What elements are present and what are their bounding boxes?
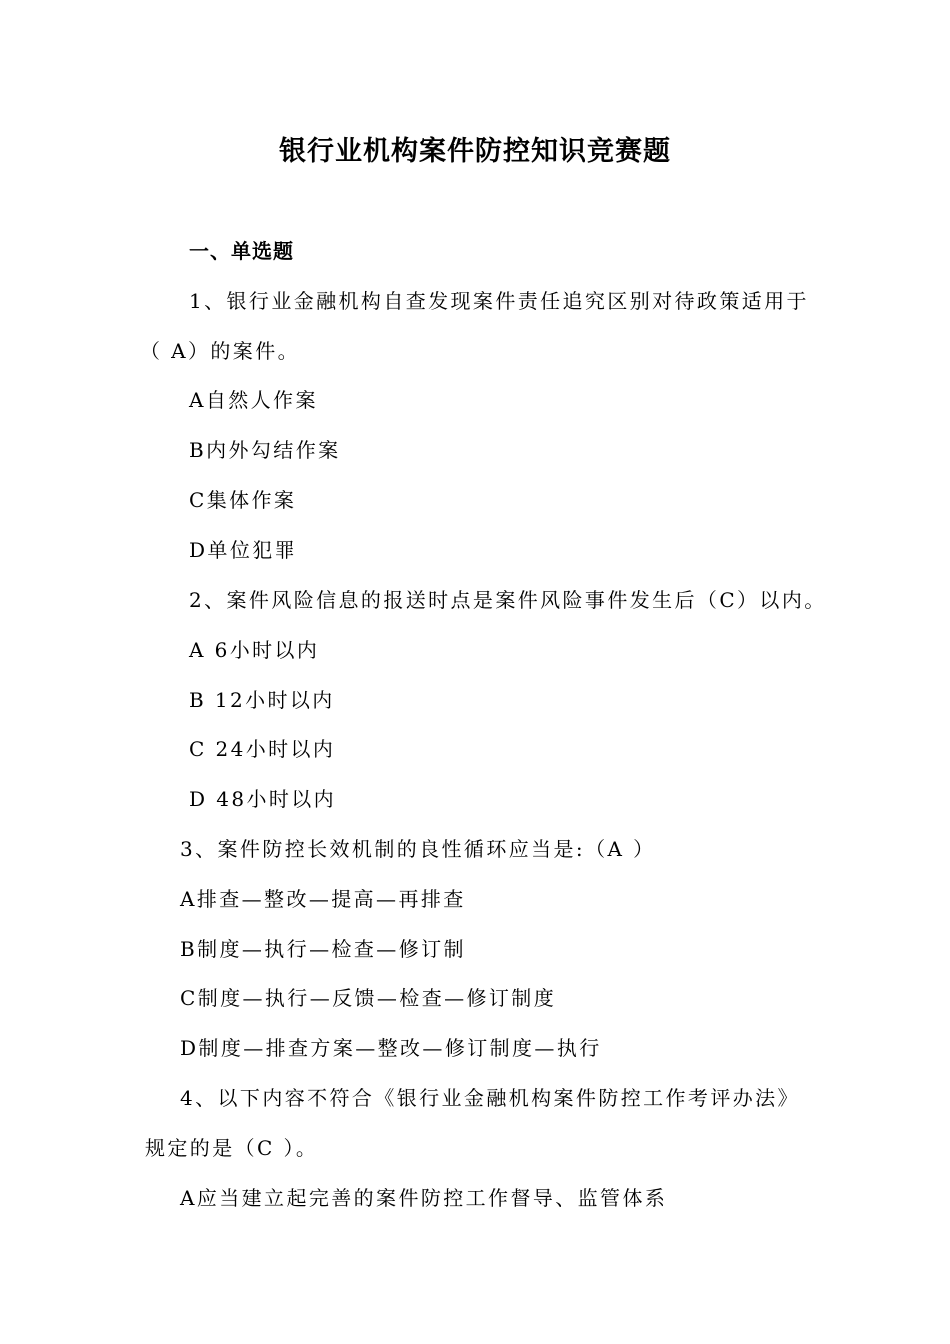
question-2-text: 2、案件风险信息的报送时点是案件风险事件发生后（C）以内。 bbox=[189, 588, 827, 612]
question-3-option-d: D制度—排查方案—整改—修订制度—执行 bbox=[180, 1036, 602, 1060]
question-1-option-d: D单位犯罪 bbox=[189, 538, 298, 562]
question-1-option-c: C集体作案 bbox=[189, 488, 297, 512]
question-2-option-c: C 24小时以内 bbox=[189, 737, 336, 761]
question-3-option-a: A排查—整改—提高—再排查 bbox=[180, 887, 466, 911]
question-1-text: 1、银行业金融机构自查发现案件责任追究区别对待政策适用于 bbox=[189, 289, 809, 313]
question-1-option-b: B内外勾结作案 bbox=[189, 438, 341, 462]
question-4-text: 4、以下内容不符合《银行业金融机构案件防控工作考评办法》 bbox=[180, 1086, 800, 1110]
question-4-option-a: A应当建立起完善的案件防控工作督导、监管体系 bbox=[180, 1186, 668, 1210]
question-2-option-a: A 6小时以内 bbox=[189, 638, 320, 662]
question-3-text: 3、案件防控长效机制的良性循环应当是:（A ） bbox=[180, 837, 656, 861]
question-2-option-b: B 12小时以内 bbox=[189, 688, 335, 712]
question-3-option-b: B制度—执行—检查—修订制 bbox=[180, 937, 466, 961]
question-1-text-continued: （ A）的案件。 bbox=[140, 339, 301, 363]
question-4-text-continued: 规定的是（C ）。 bbox=[145, 1136, 319, 1160]
question-3-option-c: C制度—执行—反馈—检查—修订制度 bbox=[180, 986, 557, 1010]
question-1-option-a: A自然人作案 bbox=[189, 388, 318, 412]
section-heading-single-choice: 一、单选题 bbox=[189, 239, 294, 263]
question-2-option-d: D 48小时以内 bbox=[189, 787, 337, 811]
document-title: 银行业机构案件防控知识竞赛题 bbox=[279, 136, 671, 167]
